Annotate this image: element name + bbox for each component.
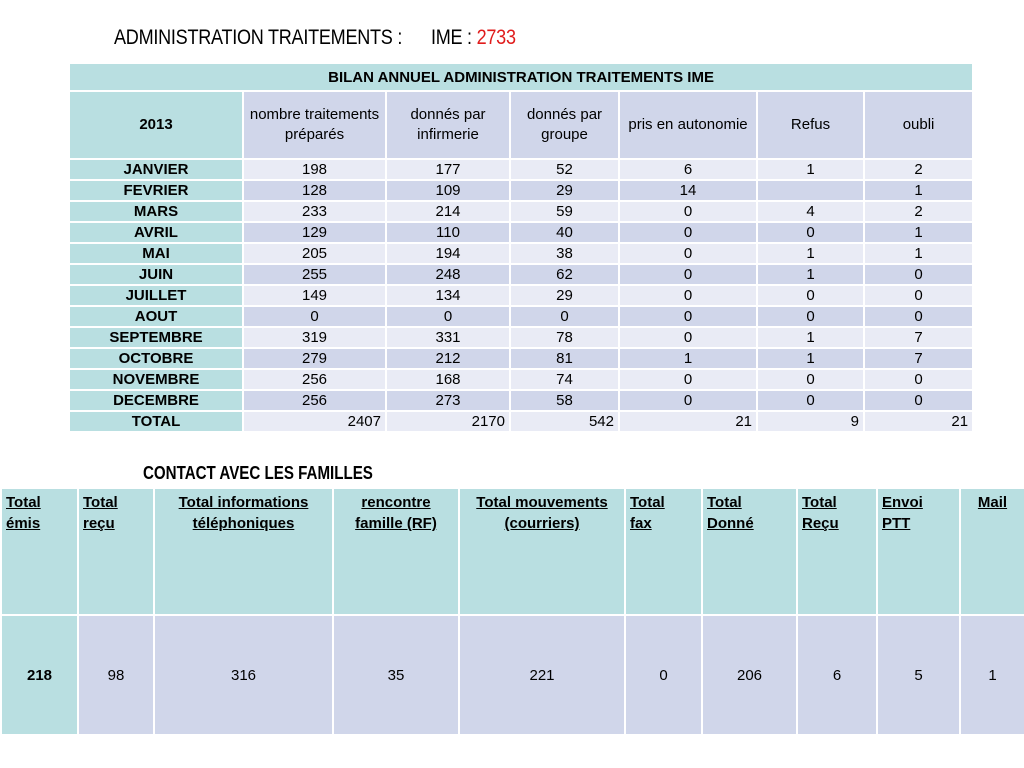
value-cell: 0 [619, 369, 757, 390]
value-cell: 6 [619, 159, 757, 180]
value-cell: 1 [757, 348, 864, 369]
column-header: pris en autonomie [619, 91, 757, 159]
header-line: Donné [707, 515, 754, 532]
contact-column-header [702, 488, 797, 615]
header-line: Total [83, 494, 118, 511]
value-cell: 214 [386, 201, 510, 222]
total-value-cell: 2407 [243, 411, 386, 432]
value-cell: 0 [864, 390, 973, 411]
value-cell: 0 [510, 306, 619, 327]
header-line: téléphoniques [192, 515, 295, 532]
total-label: TOTAL [69, 411, 243, 432]
value-cell: 0 [864, 369, 973, 390]
month-cell: SEPTEMBRE [69, 327, 243, 348]
table-row [69, 180, 973, 201]
value-cell: 134 [386, 285, 510, 306]
value-cell: 0 [619, 264, 757, 285]
header-line: Total informations [178, 494, 309, 511]
table-row [69, 285, 973, 306]
contact-value-cell: 98 [78, 615, 154, 735]
value-cell: 0 [243, 306, 386, 327]
month-cell: JANVIER [69, 159, 243, 180]
value-cell: 168 [386, 369, 510, 390]
table-row [69, 159, 973, 180]
header-line: Total [802, 494, 837, 511]
month-cell: DECEMBRE [69, 390, 243, 411]
value-cell: 212 [386, 348, 510, 369]
value-cell: 1 [864, 180, 973, 201]
value-cell: 81 [510, 348, 619, 369]
table-row [69, 369, 973, 390]
table-row [69, 222, 973, 243]
month-cell: FEVRIER [69, 180, 243, 201]
column-header: donnés par groupe [510, 91, 619, 159]
value-cell: 0 [757, 285, 864, 306]
value-cell: 0 [757, 390, 864, 411]
table-row [69, 264, 973, 285]
value-cell: 0 [386, 306, 510, 327]
value-cell: 7 [864, 348, 973, 369]
value-cell: 128 [243, 180, 386, 201]
value-cell: 0 [619, 306, 757, 327]
total-value-cell: 2170 [386, 411, 510, 432]
value-cell: 233 [243, 201, 386, 222]
value-cell: 319 [243, 327, 386, 348]
value-cell: 1 [757, 159, 864, 180]
contact-column-header [960, 488, 1024, 615]
value-cell: 279 [243, 348, 386, 369]
table-row [69, 306, 973, 327]
table-row [69, 327, 973, 348]
value-cell: 29 [510, 285, 619, 306]
value-cell: 110 [386, 222, 510, 243]
header-line: Total [630, 494, 665, 511]
header-line: Mail [977, 494, 1008, 511]
contact-title: CONTACT AVEC LES FAMILLES [143, 463, 373, 483]
table-row [69, 201, 973, 222]
bilan-table [68, 62, 974, 433]
value-cell: 0 [757, 306, 864, 327]
contact-column-header [78, 488, 154, 615]
total-value-cell: 21 [864, 411, 973, 432]
contact-column-header [333, 488, 459, 615]
header-line: Reçu [802, 515, 839, 532]
value-cell: 0 [619, 222, 757, 243]
contact-value-cell: 218 [1, 615, 78, 735]
contact-value-cell: 5 [877, 615, 960, 735]
value-cell: 0 [619, 201, 757, 222]
value-cell: 59 [510, 201, 619, 222]
value-cell: 7 [864, 327, 973, 348]
header-line: PTT [882, 515, 911, 532]
total-value-cell: 542 [510, 411, 619, 432]
value-cell: 0 [619, 327, 757, 348]
value-cell: 0 [619, 243, 757, 264]
value-cell: 0 [757, 369, 864, 390]
contact-value-cell: 316 [154, 615, 333, 735]
total-row [69, 411, 973, 432]
value-cell: 198 [243, 159, 386, 180]
value-cell: 256 [243, 390, 386, 411]
value-cell: 0 [619, 285, 757, 306]
bilan-header: BILAN ANNUEL ADMINISTRATION TRAITEMENTS IME [69, 63, 973, 91]
header-line: Total mouvements [476, 494, 608, 511]
header-line: Total [707, 494, 742, 511]
header-line: famille (RF) [355, 515, 437, 532]
value-cell: 1 [757, 243, 864, 264]
contact-value-cell: 0 [625, 615, 702, 735]
value-cell: 29 [510, 180, 619, 201]
value-cell: 78 [510, 327, 619, 348]
contact-value-cell: 6 [797, 615, 877, 735]
table-row [69, 390, 973, 411]
year-header: 2013 [69, 91, 243, 159]
value-cell: 248 [386, 264, 510, 285]
month-cell: NOVEMBRE [69, 369, 243, 390]
column-header: oubli [864, 91, 973, 159]
value-cell: 2 [864, 201, 973, 222]
contact-value-cell: 35 [333, 615, 459, 735]
contact-column-header [625, 488, 702, 615]
total-value-cell: 21 [619, 411, 757, 432]
month-cell: MAI [69, 243, 243, 264]
value-cell: 0 [864, 285, 973, 306]
table-row [69, 348, 973, 369]
ime-value: 2733 [476, 26, 516, 49]
month-cell: JUILLET [69, 285, 243, 306]
month-cell: MARS [69, 201, 243, 222]
value-cell: 52 [510, 159, 619, 180]
value-cell: 177 [386, 159, 510, 180]
month-cell: JUIN [69, 264, 243, 285]
page-title [114, 26, 516, 50]
contact-column-header [797, 488, 877, 615]
value-cell [757, 180, 864, 201]
contact-column-header [1, 488, 78, 615]
value-cell: 74 [510, 369, 619, 390]
value-cell: 1 [864, 243, 973, 264]
header-line: (courriers) [504, 515, 580, 532]
value-cell: 273 [386, 390, 510, 411]
contact-value-cell: 1 [960, 615, 1024, 735]
value-cell: 1 [864, 222, 973, 243]
contact-table [0, 487, 1024, 736]
ime-label: IME : [430, 26, 477, 49]
header-line: émis [6, 515, 41, 532]
contact-value-cell: 221 [459, 615, 625, 735]
header-line: fax [630, 515, 652, 532]
value-cell: 331 [386, 327, 510, 348]
total-value-cell: 9 [757, 411, 864, 432]
value-cell: 62 [510, 264, 619, 285]
value-cell: 1 [757, 327, 864, 348]
contact-value-cell: 206 [702, 615, 797, 735]
contact-column-header [154, 488, 333, 615]
month-cell: AOUT [69, 306, 243, 327]
month-cell: OCTOBRE [69, 348, 243, 369]
value-cell: 14 [619, 180, 757, 201]
header-line: Envoi [882, 494, 923, 511]
value-cell: 0 [864, 306, 973, 327]
contact-column-header [877, 488, 960, 615]
value-cell: 2 [864, 159, 973, 180]
value-cell: 1 [619, 348, 757, 369]
value-cell: 0 [757, 222, 864, 243]
value-cell: 256 [243, 369, 386, 390]
value-cell: 0 [864, 264, 973, 285]
value-cell: 1 [757, 264, 864, 285]
header-line: reçu [83, 515, 115, 532]
value-cell: 0 [619, 390, 757, 411]
value-cell: 129 [243, 222, 386, 243]
value-cell: 255 [243, 264, 386, 285]
title-prefix: ADMINISTRATION TRAITEMENTS : [114, 26, 403, 49]
value-cell: 58 [510, 390, 619, 411]
value-cell: 4 [757, 201, 864, 222]
header-line: rencontre [361, 494, 431, 511]
month-cell: AVRIL [69, 222, 243, 243]
value-cell: 109 [386, 180, 510, 201]
column-header: nombre traitements préparés [243, 91, 386, 159]
value-cell: 149 [243, 285, 386, 306]
value-cell: 205 [243, 243, 386, 264]
value-cell: 194 [386, 243, 510, 264]
header-line: Total [6, 494, 41, 511]
value-cell: 38 [510, 243, 619, 264]
column-header: Refus [757, 91, 864, 159]
column-header: donnés par infirmerie [386, 91, 510, 159]
value-cell: 40 [510, 222, 619, 243]
contact-column-header [459, 488, 625, 615]
table-row [69, 243, 973, 264]
